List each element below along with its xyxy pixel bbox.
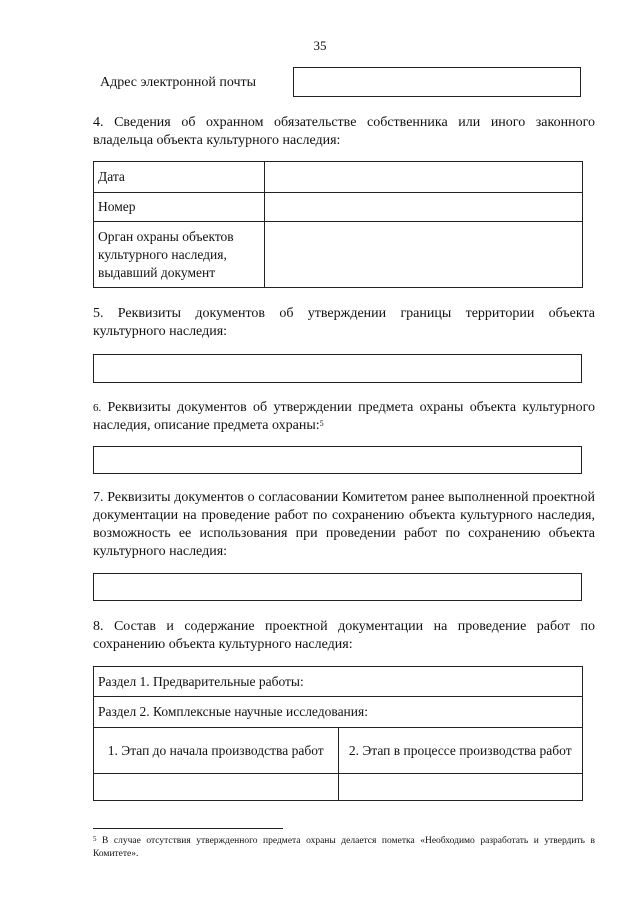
table-row (94, 193, 583, 222)
razdel-1-label: Раздел 1. Предварительные работы: (94, 667, 583, 697)
section-5-heading: 5. Реквизиты документов об утверждении границы территории объекта культурного наследия: (93, 306, 595, 339)
section-6-number: 6. (93, 402, 102, 414)
section-8-heading: 8. Состав и содержание проектной документации на проведение работ по сохранению объекта культурного наследия: (93, 619, 595, 652)
stage-1-header: 1. Этап до начала производства работ (94, 728, 339, 774)
table-row (94, 774, 583, 801)
authority-value-cell[interactable] (265, 222, 583, 288)
section-4-heading: 4. Сведения об охранном обязательстве собственника или иного законного владельца объекта культурного наследия: (93, 115, 595, 148)
razdel-2-label: Раздел 2. Комплексные научные исследования: (94, 697, 583, 728)
previous-approval-docs-field[interactable] (93, 573, 582, 601)
table-row (94, 162, 583, 193)
date-value-cell[interactable] (265, 162, 583, 193)
protection-subject-docs-field[interactable] (93, 446, 582, 474)
stage-2-header: 2. Этап в процессе производства работ (338, 728, 583, 774)
email-field[interactable] (293, 67, 581, 97)
territory-boundary-docs-field[interactable] (93, 354, 582, 383)
stage-1-value-cell[interactable] (94, 774, 339, 801)
footnote (93, 835, 595, 861)
footnote-number: 5 (93, 835, 97, 843)
footnote-divider (93, 828, 283, 829)
section-7-heading: 7. Реквизиты документов о согласовании Комитетом ранее выполненной проектной документации на проведение работ по сохранению объекта культурного наследия, возможность ее использования при проведении работ по сохранению объекта культурного наследия: (93, 490, 595, 559)
stage-2-value-cell[interactable] (338, 774, 583, 801)
date-label: Дата (94, 162, 265, 193)
table-row (94, 667, 583, 697)
project-docs-table (93, 666, 583, 801)
number-value-cell[interactable] (265, 193, 583, 222)
email-label: Адрес электронной почты (100, 75, 257, 90)
footnote-ref: 5 (319, 419, 324, 428)
page-number: 35 (313, 38, 327, 53)
section-6-heading (93, 399, 595, 435)
authority-label: Орган охраны объектов культурного наследия, выдавший документ (94, 222, 265, 288)
footnote-text: В случае отсутствия утвержденного предмета охраны делается пометка «Необходимо разработать и утвердить в Комитете». (93, 836, 595, 859)
guard-obligation-table (93, 161, 583, 288)
table-row (94, 697, 583, 728)
number-label: Номер (94, 193, 265, 222)
table-row (94, 222, 583, 288)
section-6-text: Реквизиты документов об утверждении предмета охраны объекта культурного наследия, описание предмета охраны: (93, 400, 595, 433)
table-row (94, 728, 583, 774)
